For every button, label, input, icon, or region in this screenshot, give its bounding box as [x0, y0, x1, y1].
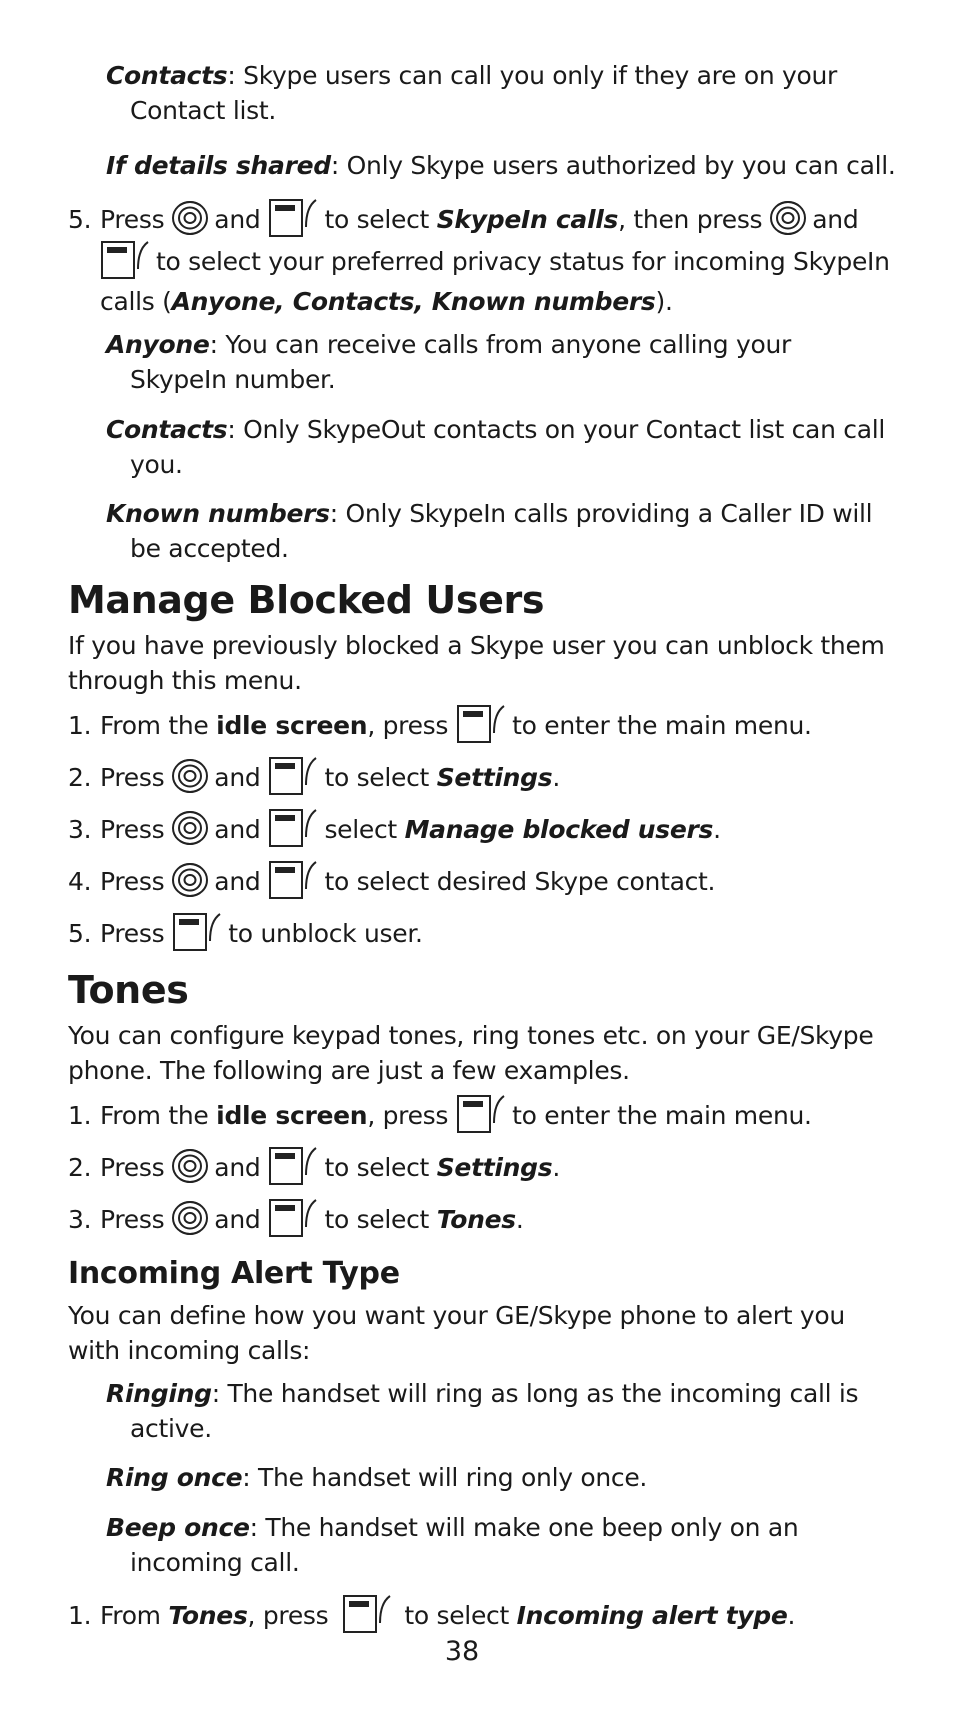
blocked-step-5: 5. Press to unblock user.	[68, 914, 423, 956]
softkey-icon	[100, 239, 150, 281]
heading-manage-blocked-users: Manage Blocked Users	[68, 578, 545, 622]
definition-contacts-skypeout: Contacts: Only SkypeOut contacts on your Contact list can call you.	[106, 415, 886, 479]
heading-tones: Tones	[68, 968, 189, 1012]
softkey-icon	[268, 859, 318, 901]
definition-contacts: Contacts: Skype users can call you only if they are on your Contact list.	[106, 61, 838, 125]
softkey-icon	[268, 197, 318, 239]
blocked-step-3: 3. Press and select Manage blocked users.	[68, 810, 721, 852]
softkey-icon	[342, 1593, 392, 1635]
heading-incoming-alert-type: Incoming Alert Type	[68, 1256, 400, 1291]
tones-intro: You can configure keypad tones, ring tones etc. on your GE/Skype phone. The following are just a few examples.	[68, 1021, 874, 1085]
softkey-icon	[268, 807, 318, 849]
navigation-key-icon	[170, 199, 210, 237]
softkey-icon	[268, 1197, 318, 1239]
page-number: 38	[444, 1636, 480, 1667]
tones-step-2: 2. Press and to select Settings.	[68, 1148, 560, 1190]
blocked-step-4: 4. Press and to select desired Skype contact.	[68, 862, 715, 904]
blocked-step-1: 1. From the idle screen, press to enter the main menu.	[68, 706, 812, 748]
alert-intro: You can define how you want your GE/Skype phone to alert you with incoming calls:	[68, 1301, 845, 1365]
softkey-icon	[456, 1093, 506, 1135]
navigation-key-icon	[170, 1147, 210, 1185]
alert-step-1: 1. From Tones, press to select Incoming alert type.	[68, 1596, 795, 1638]
tones-step-1: 1. From the idle screen, press to enter the main menu.	[68, 1096, 812, 1138]
navigation-key-icon	[170, 809, 210, 847]
blocked-intro: If you have previously blocked a Skype user you can unblock them through this menu.	[68, 631, 885, 695]
term-if-details-shared: If details shared	[106, 151, 331, 180]
navigation-key-icon	[170, 757, 210, 795]
blocked-step-2: 2. Press and to select Settings.	[68, 758, 560, 800]
navigation-key-icon	[170, 861, 210, 899]
definition-anyone: Anyone: You can receive calls from anyone calling your SkypeIn number.	[106, 330, 792, 394]
definition-beep-once: Beep once: The handset will make one beep only on an incoming call.	[106, 1513, 799, 1577]
navigation-key-icon	[768, 199, 808, 237]
step-5-skypein-calls: 5. Press and to select SkypeIn calls, then press and to select your preferred privacy status for incoming SkypeIn calls (Anyone, Contacts, Known numbers).	[68, 200, 890, 319]
softkey-icon	[172, 911, 222, 953]
definition-ring-once: Ring once: The handset will ring only once.	[106, 1463, 648, 1492]
term-contacts: Contacts	[106, 61, 228, 90]
softkey-icon	[456, 703, 506, 745]
softkey-icon	[268, 1145, 318, 1187]
softkey-icon	[268, 755, 318, 797]
tones-step-3: 3. Press and to select Tones.	[68, 1200, 524, 1242]
definition-ringing: Ringing: The handset will ring as long as the incoming call is active.	[106, 1379, 859, 1443]
navigation-key-icon	[170, 1199, 210, 1237]
definition-known-numbers: Known numbers: Only SkypeIn calls providing a Caller ID will be accepted.	[106, 499, 873, 563]
definition-if-details-shared: If details shared: Only Skype users authorized by you can call.	[106, 151, 896, 180]
